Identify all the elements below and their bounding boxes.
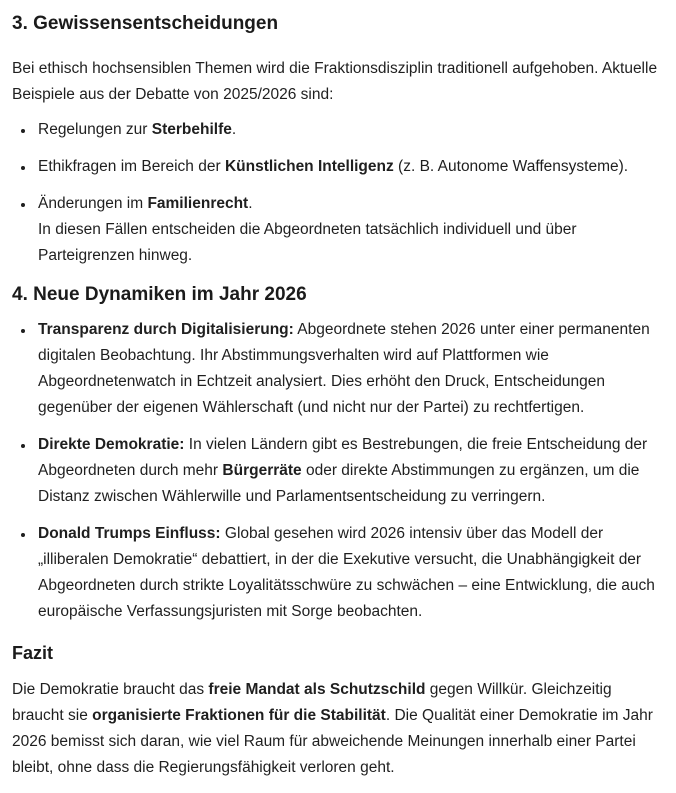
fazit-heading: Fazit: [12, 643, 54, 663]
page: [0, 12, 676, 793]
fazit-paragraph: Die Demokratie braucht das freie Mandat als Schutzschild gegen Willkür. Gleichzeitig braucht sie organisierte Fraktionen für die Stabilität. Die Qualität einer Demokratie im Jahr 2026 bemisst sich daran, wie viel Raum für abweichende Meinungen innerhalb einer Partei bleibt, ohne dass die Regierungsfähigkeit verloren geht.: [12, 681, 653, 776]
list-item: • Änderungen im Familienrecht. In diesen Fällen entscheiden die Abgeordneten tatsächlich individuell und über Parteigrenzen hinweg.: [35, 191, 662, 269]
list-item: • Donald Trumps Einfluss: Global gesehen wird 2026 intensiv über das Modell der „illiberalen Demokratie“ debattiert, in der die Exekutive versucht, die Unabhängigkeit der Abgeordneten durch strikte Loyalitätsschwüre zu schwächen – eine Entwicklung, die auch europäische Verfassungsjuristen mit Sorge beobachten.: [35, 521, 662, 625]
section-4-bullet-list: [12, 317, 662, 625]
section-3-intro-paragraph: Bei ethisch hochsensiblen Themen wird die Fraktionsdisziplin traditionell aufgehoben. Aktuelle Beispiele aus der Debatte von 2025/2026 sind:: [12, 60, 658, 103]
list-item: • Ethikfragen im Bereich der Künstlichen Intelligenz (z. B. Autonome Waffensysteme).: [35, 154, 662, 180]
list-item: • Transparenz durch Digitalisierung: Abgeordnete stehen 2026 unter einer permanenten digitalen Beobachtung. Ihr Abstimmungsverhalten wird auf Plattformen wie Abgeordnetenwatch in Echtzeit analysiert. Dies erhöht den Druck, Entscheidungen gegenüber der eigenen Wählerschaft (und nicht nur der Partei) zu rechtfertigen.: [35, 317, 662, 421]
section-4-heading: 4. Neue Dynamiken im Jahr 2026: [12, 284, 307, 305]
section-3-heading: 3. Gewissensentscheidungen: [12, 13, 279, 34]
list-item: • Regelungen zur Sterbehilfe.: [35, 117, 662, 143]
section-3-bullet-list: [12, 117, 662, 269]
list-item: • Direkte Demokratie: In vielen Ländern gibt es Bestrebungen, die freie Entscheidung der Abgeordneten durch mehr Bürgerräte oder direkte Abstimmungen zu ergänzen, um die Distanz zwischen Wählerwille und Parlamentsentscheidung zu verringern.: [35, 432, 662, 510]
document-body: [0, 12, 676, 781]
